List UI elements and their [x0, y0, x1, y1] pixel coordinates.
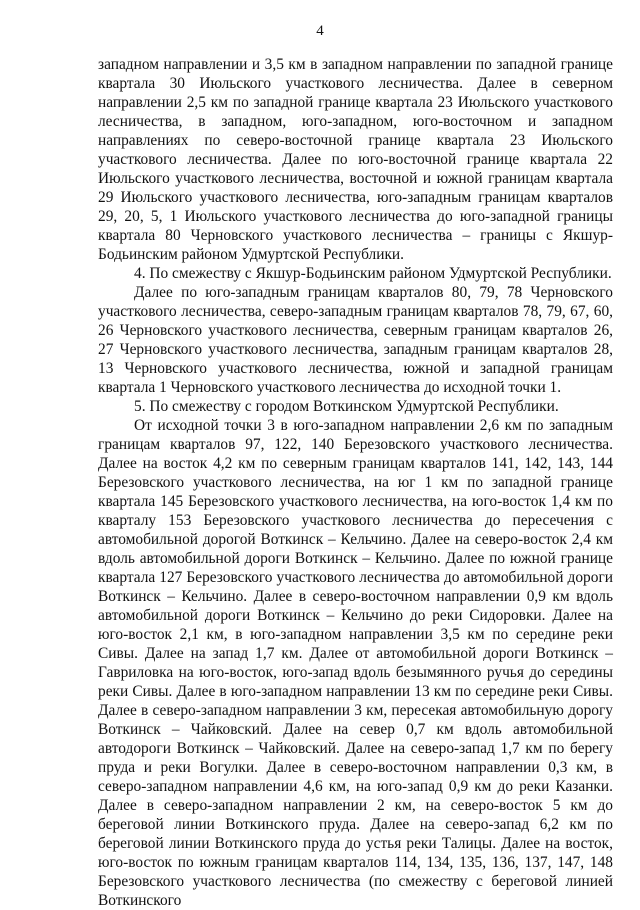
- paragraph-section-4: Далее по юго-западным границам кварталов 80, 79, 78 Черновского участкового лесничества, северо-западным границам кварталов 78, 79, 67, 60, 26 Черновского участкового лесничества, северным границам кварталов 26, 27 Черновского участкового лесничества, западным границам кварталов 28, 13 Черновского участкового лесничества, южной и западной границам квартала 1 Черновского участкового лесничества до исходной точки 1.: [98, 284, 613, 396]
- page-number: 4: [316, 23, 324, 39]
- section-heading-4: 4. По смежеству с Якшур-Бодьинским районом Удмуртской Республики.: [134, 265, 612, 282]
- section-heading-5: 5. По смежеству с городом Воткинском Удмуртской Республики.: [134, 398, 559, 415]
- document-body: [98, 55, 613, 910]
- paragraph-continuation: западном направлении и 3,5 км в западном направлении по западной границе квартала 30 Июльского участкового лесничества. Далее в северном направлении 2,5 км по западной границе квартала 23 Июльского участкового лесничества, в западном, юго-западном, юго-восточном и западном направлениях по северо-восточной границе квартала 23 Июльского участкового лесничества. Далее по юго-восточной границе квартала 22 Июльского участкового лесничества, восточной и южной границам квартала 29 Июльского участкового лесничества, юго-западным границам кварталов 29, 20, 5, 1 Июльского участкового лесничества до юго-западной границы квартала 80 Черновского участкового лесничества – границы с Якшур-Бодьинским районом Удмуртской Республики.: [98, 56, 613, 263]
- paragraph-section-5: От исходной точки 3 в юго-западном направлении 2,6 км по западным границам кварталов 97, 122, 140 Березовского участкового лесничества. Далее на восток 4,2 км по северным границам кварталов 141, 142, 143, 144 Березовского участкового лесничества, на юг 1 км по западной границе квартала 145 Березовского участкового лесничества, на юго-восток 1,4 км по кварталу 153 Березовского участкового лесничества до пересечения с автомобильной дорогой Воткинск – Кельчино. Далее на северо-восток 2,4 км вдоль автомобильной дороги Воткинск – Кельчино. Далее по южной границе квартала 127 Березовского участкового лесничества до автомобильной дороги Воткинск – Кельчино. Далее в северо-восточном направлении 0,9 км вдоль автомобильной дороги Воткинск – Кельчино до реки Сидоровки. Далее на юго-восток 2,1 км, в юго-западном направлении 3,5 км по середине реки Сивы. Далее на запад 1,7 км. Далее от автомобильной дороги Воткинск – Гавриловка на юго-восток, юго-запад вдоль безымянного ручья до середины реки Сивы. Далее в юго-западном направлении 13 км по середине реки Сивы. Далее в северо-западном направлении 3 км, пересекая автомобильную дорогу Воткинск – Чайковский. Далее на север 0,7 км вдоль автомобильной автодороги Воткинск – Чайковский. Далее на северо-запад 1,7 км по берегу пруда и реки Вогулки. Далее в северо-восточном направлении 0,3 км, в северо-западном направлении 4,6 км, на юго-запад 0,9 км до реки Казанки. Далее в северо-западном направлении 2 км, на северо-восток 5 км до береговой линии Воткинского пруда. Далее на северо-запад 6,2 км по береговой линии Воткинского пруда до устья реки Талицы. Далее на восток, юго-восток по южным границам кварталов 114, 134, 135, 136, 137, 147, 148 Березовского участкового лесничества (по смежеству с береговой линией Воткинского: [98, 417, 613, 909]
